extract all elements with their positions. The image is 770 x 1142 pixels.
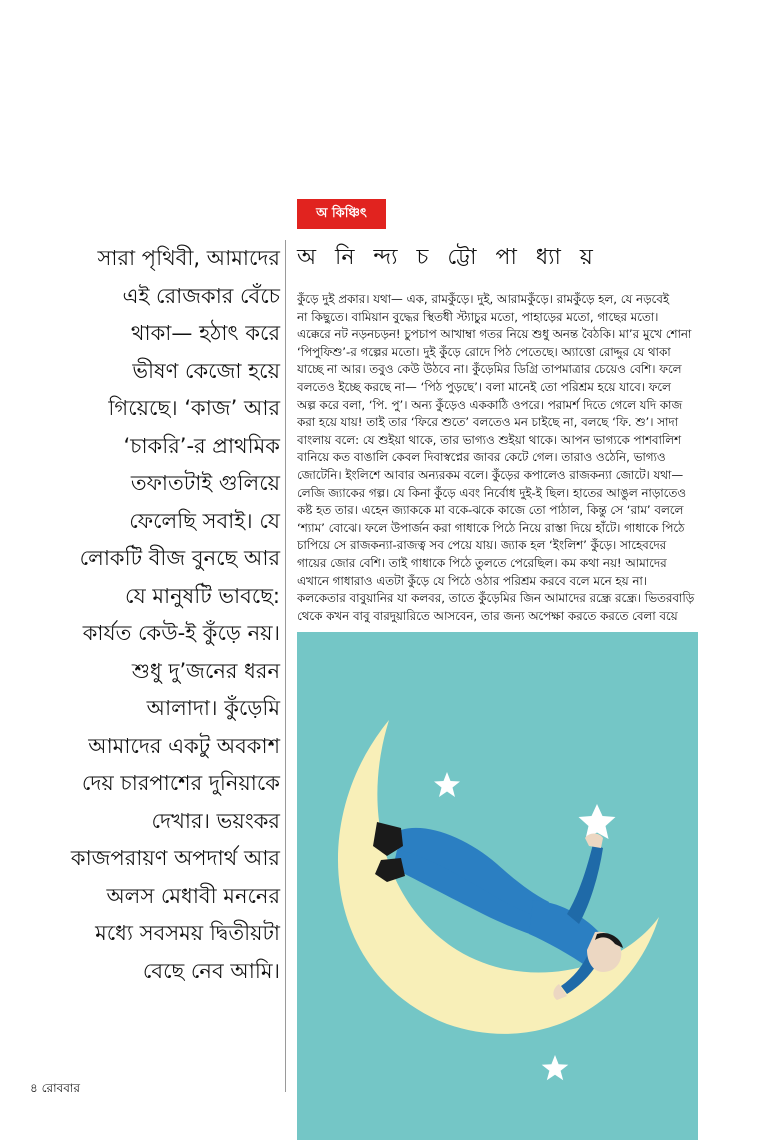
pull-quote-line: তফাতটাই গুলিয়ে — [130, 471, 280, 495]
pull-quote-line: অলস মেধাবী মননের — [106, 883, 280, 908]
column-divider — [285, 240, 286, 1092]
pull-quote-line: ফেলেছি সবাই। যে — [129, 508, 280, 533]
pull-quote-line: কাজপরায়ণ অপদার্থ আর — [70, 846, 280, 870]
body-line: লেজি জ্যাকের গল্প। যে কিনা কুঁড়ে এবং নির্বোধ দুই-ই ছিল। হাতের আঙুল নাড়াতেও — [297, 485, 686, 500]
page-folio: ৪ রোববার — [30, 1081, 80, 1095]
pull-quote-line: দেয় চারপাশের দুনিয়াকে — [81, 771, 280, 795]
author-byline: অ নি ন্দ্য চ ট্টো পা ধ্যা য় — [297, 245, 599, 270]
pull-quote-line: কার্যত কেউ-ই কুঁড়ে নয়। — [82, 621, 280, 645]
body-line: জোটেনি। ইংলিশে আবার অন্যরকম বলে। কুঁড়ের কপালেও রাজকন্যা জোটে। যথা— — [297, 467, 684, 482]
body-line: গায়ের জোর বেশি। তাই গাধাকে পিঠে তুলতে পেরেছিল। কম কথা নয়! আমাদের — [297, 555, 667, 570]
body-line: যাচ্ছে না আর। তবুও কেউ উঠবে না। কুঁড়েমির ডিগ্রি তাপমাত্রার চেয়েও বেশি। ফলে — [297, 362, 682, 377]
body-line: করা হয়ে যায়! তাই তার ‘ফিরে শুতে’ বলতেও মন চাইছে না, বলছে ‘ফি. শু’। সাদা — [297, 415, 679, 430]
body-line: বানিয়ে কত বাঙালি কেবল দিবাস্বপ্নের জাবর কেটে গেল। তারাও ওঠেনি, ভাগ্যও — [297, 450, 666, 465]
section-tag: অ কিঞ্চিৎ — [297, 199, 386, 229]
pull-quote-line: গিয়েছে। ‘কাজ’ আর — [108, 396, 280, 420]
body-line: কলকেতার বাবুয়ানির যা কলবর, তাতে কুঁড়েমির জিন আমাদের রন্ধ্রে রন্ধ্রে। ভিতরবাড়ি — [297, 591, 695, 606]
pull-quote-line: এই রোজকার বেঁচে — [122, 283, 280, 308]
article-body — [297, 291, 701, 625]
body-line: এক্কেরে নট নড়নচড়ন! চুপচাপ আখাম্বা গতর নিয়ে শুধু অনন্ত বৈঠকি। মা’র মুখে শোনা — [297, 327, 692, 342]
body-line: অল্প করে বলা, ‘পি. পু’। অন্য কুঁড়েও এককাঠি ওপরে। পরামর্শ দিতে গেলে যদি কাজ — [297, 397, 683, 412]
pull-quote-line: ভীষণ কেজো হয়ে — [132, 358, 280, 383]
pull-quote-line: লোকটি বীজ বুনছে আর — [79, 546, 280, 570]
pull-quote-line: সারা পৃথিবী, আমাদের — [97, 246, 280, 270]
pull-quote — [30, 240, 280, 990]
body-line: বলতেও ইচ্ছে করছে না— ‘পিঠ পুড়ছে’। বলা মানেই তো পরিশ্রম হয়ে যাবে। ফলে — [297, 379, 671, 394]
body-line: চাপিয়ে সে রাজকন্যা-রাজত্ব সব পেয়ে যায়। জ্যাক হল ‘ইংলিশ’ কুঁড়ে। সাহেবদের — [297, 538, 667, 553]
moon-illustration — [297, 632, 698, 1140]
pull-quote-line: দেখার। ভয়ংকর — [151, 808, 280, 833]
pull-quote-line: মধ্যে সবসময় দ্বিতীয়টা — [95, 921, 280, 945]
pull-quote-line: যে মানুষটি ভাবছে: — [125, 583, 280, 608]
pull-quote-line: শুধু দু’জনের ধরন — [131, 658, 280, 683]
body-line: এখানে গাধারাও এতটা কুঁড়ে যে পিঠে ওঠার পরিশ্রম করবে বলে মনে হয় না। — [297, 573, 647, 588]
body-line: কুঁড়ে দুই প্রকার। যথা— এক, রামকুঁড়ে। দুই, আরামকুঁড়ে। রামকুঁড়ে হল, যে নড়বেই — [297, 292, 669, 306]
body-line: থেকে কখন বাবু বারদুয়ারিতে আসবেন, তার জন্য অপেক্ষা করতে করতে বেলা বয়ে — [297, 608, 678, 623]
body-line: বাংলায় বলে: যে শুইয়া থাকে, তার ভাগ্যও শুইয়া থাকে। আপন ভাগ্যকে পাশবালিশ — [297, 432, 682, 447]
body-line: কষ্ট হত তার। এহেন জ্যাককে মা বকে-ঝকে কাজে তো পাঠাল, কিন্তু সে ‘রাম’ বললে — [297, 503, 684, 518]
pull-quote-line: থাকা— হঠাৎ করে — [130, 321, 280, 345]
pull-quote-line: বেছে নেব আমি। — [142, 958, 280, 983]
pull-quote-line: ‘চাকরি’-র প্রাথমিক — [123, 433, 280, 458]
body-line: ‘শ্যাম’ বোঝে। ফলে উপার্জন করা গাধাকে পিঠে নিয়ে রাস্তা দিয়ে হাঁটে। গাধাকে পিঠে — [297, 520, 685, 535]
pull-quote-line: আলাদা। কুঁড়েমি — [146, 696, 280, 720]
pull-quote-line: আমাদের একটু অবকাশ — [88, 733, 280, 758]
body-line: না কিছুতে। বামিয়ান বুদ্ধের স্থিতধী স্ট্যাচুর মতো, পাহাড়ের মতো, গাছের মতো। — [297, 309, 659, 324]
body-line: ‘পিপুফিশু’-র গল্পের মতো। দুই কুঁড়ে রোদে পিঠ পেতেছে। অ্যাত্তো রোদ্দুর যে থাকা — [297, 344, 671, 359]
